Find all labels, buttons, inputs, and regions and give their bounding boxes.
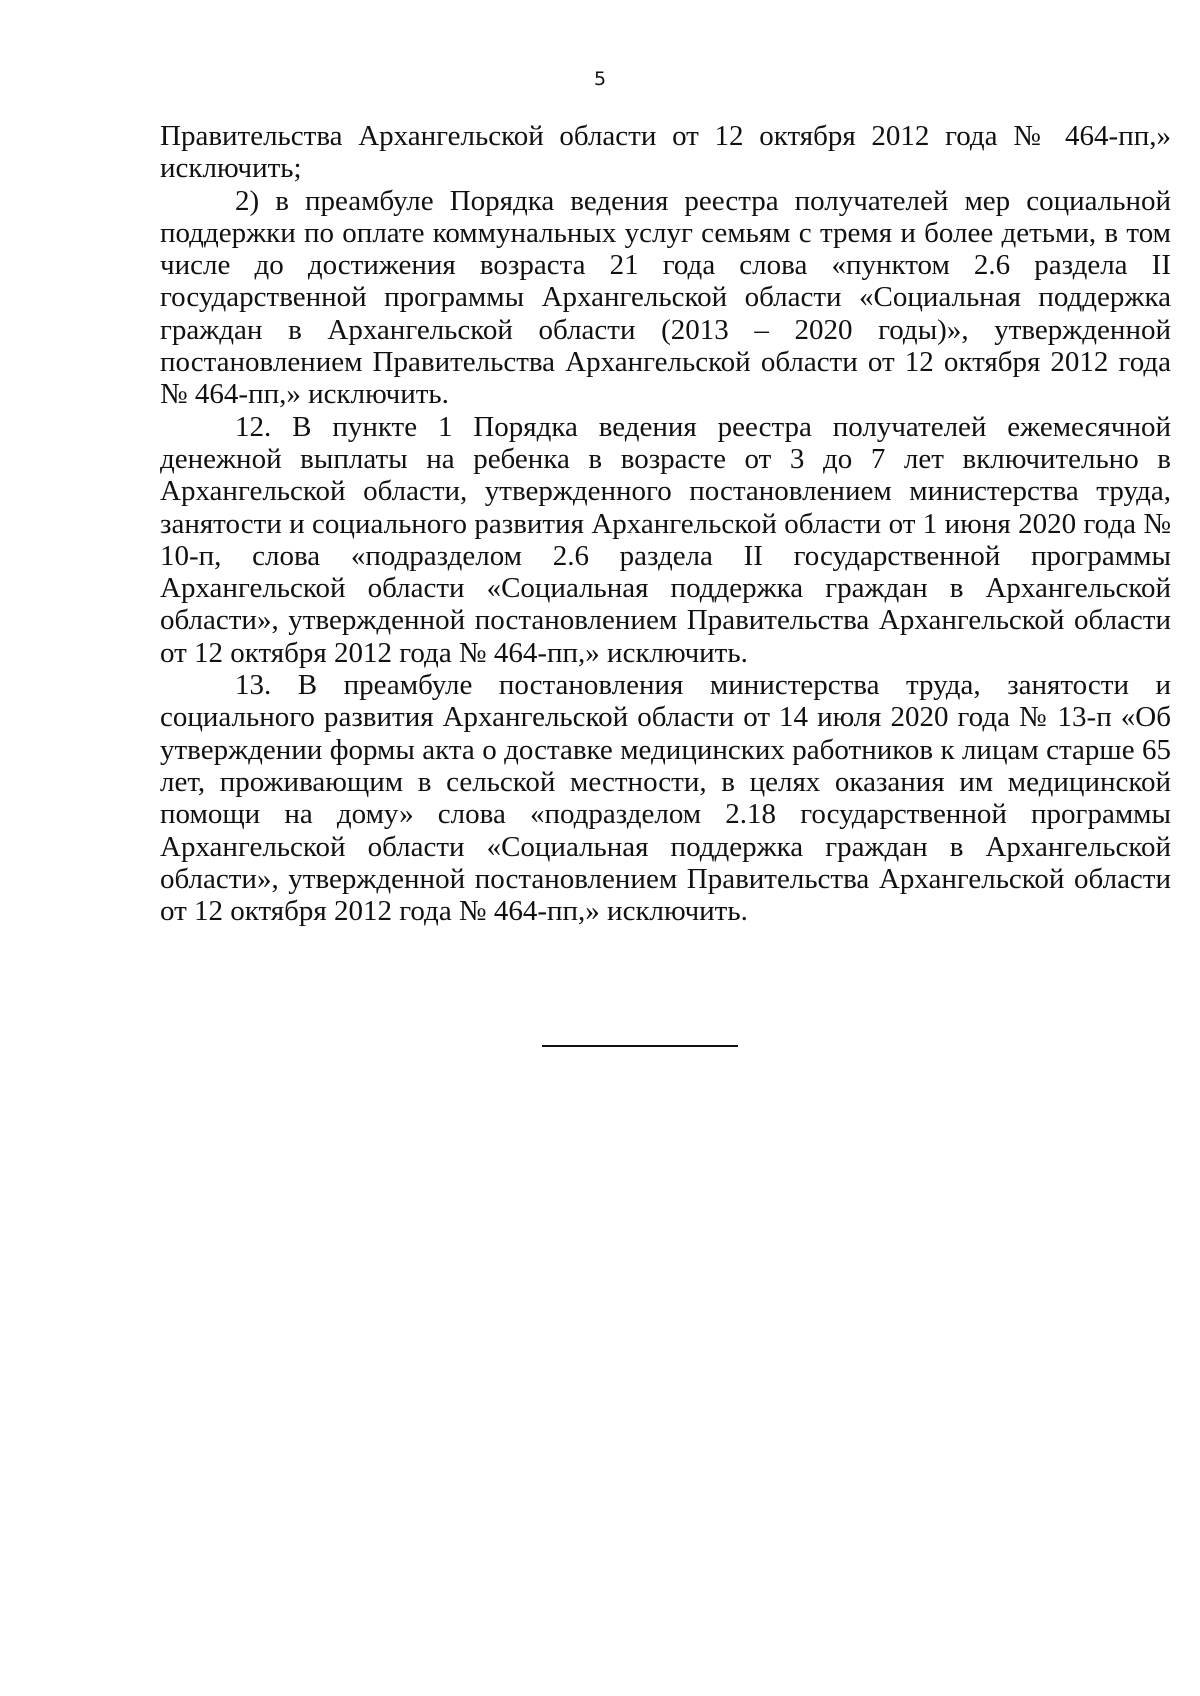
page-number: 5 (593, 68, 607, 90)
paragraph-continuation: Правительства Архангельской области от 12 октября 2012 года № 464-пп,» исключить; (160, 120, 1171, 185)
document-body (160, 120, 1171, 927)
end-separator-line (542, 1045, 738, 1047)
paragraph-item-12: 12. В пункте 1 Порядка ведения реестра получателей ежемесячной денежной выплаты на ребенка в возрасте от 3 до 7 лет включительно в Архангельской области, утвержденного постановлением министерства труда, занятости и социального развития Архангельской области от 1 июня 2020 года № 10-п, слова «подразделом 2.6 раздела II государственной программы Архангельской области «Социальная поддержка граждан в Архангельской области», утвержденной постановлением Правительства Архангельской области от 12 октября 2012 года № 464-пп,» исключить. (160, 410, 1171, 669)
paragraph-item-2: 2) в преамбуле Порядка ведения реестра получателей мер социальной поддержки по оплате коммунальных услуг семьям с тремя и более детьми, в том числе до достижения возраста 21 года слова «пунктом 2.6 раздела II государственной программы Архангельской области «Социальная поддержка граждан в Архангельской области (2013 – 2020 годы)», утвержденной постановлением Правительства Архангельской области от 12 октября 2012 года № 464-пп,» исключить. (160, 184, 1171, 411)
paragraph-item-13: 13. В преамбуле постановления министерства труда, занятости и социального развития Архангельской области от 14 июля 2020 года № 13-п «Об утверждении формы акта о доставке медицинских работников к лицам старше 65 лет, проживающим в сельской местности, в целях оказания им медицинской помощи на дому» слова «подразделом 2.18 государственной программы Архангельской области «Социальная поддержка граждан в Архангельской области», утвержденной постановлением Правительства Архангельской области от 12 октября 2012 года № 464-пп,» исключить. (160, 669, 1171, 928)
